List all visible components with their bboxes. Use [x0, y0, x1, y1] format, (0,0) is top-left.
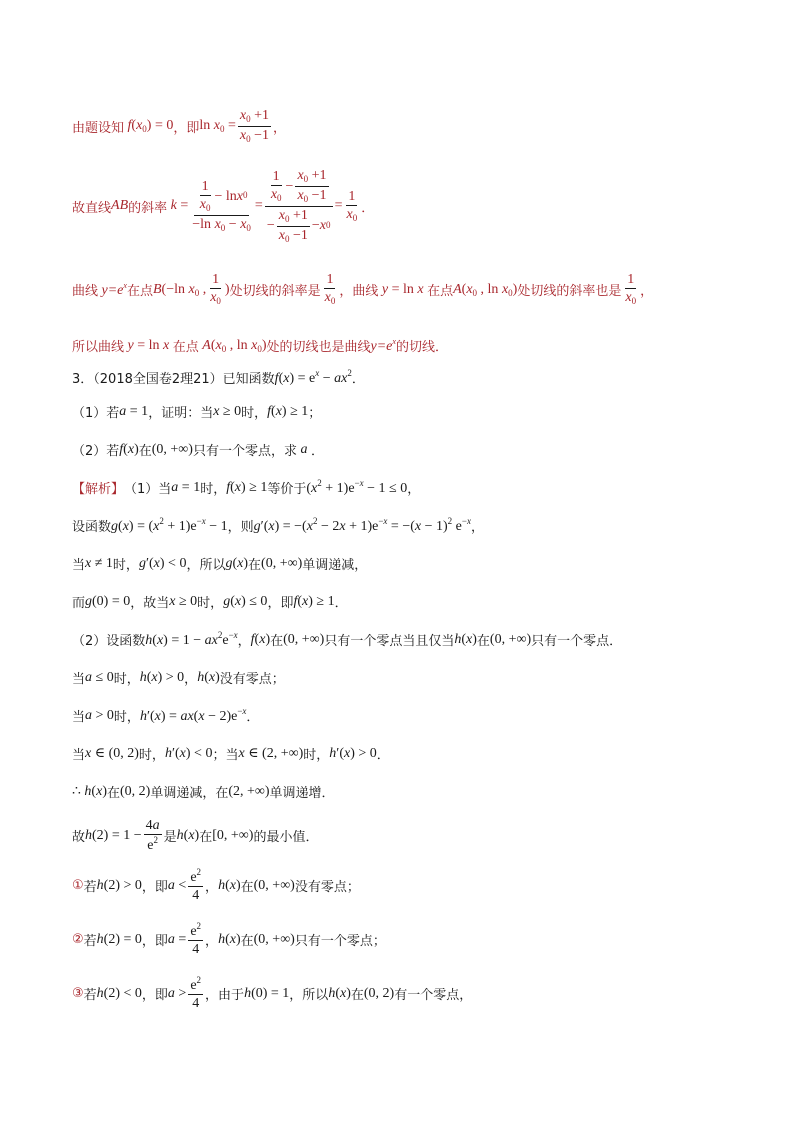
- math: (0, +∞): [253, 877, 295, 893]
- math: =: [254, 198, 263, 214]
- text: 时，: [303, 748, 330, 763]
- text: ，: [237, 634, 251, 649]
- math: h(2) = 0: [96, 931, 142, 947]
- text: 单调递减，: [302, 558, 368, 573]
- solution-9: [72, 782, 335, 801]
- math: f(x) ≥ 1: [293, 593, 335, 609]
- text: 在点: [172, 340, 199, 355]
- math: h(x): [197, 669, 220, 685]
- math: h′(x) > 0: [329, 745, 377, 761]
- math: y = ln x: [381, 281, 424, 297]
- text: 处切线的斜率也是: [517, 284, 622, 300]
- text: ．: [310, 444, 324, 459]
- text: ，: [273, 120, 287, 136]
- text: y=e: [101, 282, 124, 298]
- math: (0, +∞): [261, 555, 303, 571]
- math: B(−ln $x_0$ ,: [152, 281, 207, 298]
- text: ；: [308, 406, 322, 421]
- text: 当: [72, 748, 86, 763]
- text: ，故当: [130, 596, 170, 611]
- fraction: $\frac{1}{x_0}$ − ln x 0 −ln $x_0 - x_0$: [192, 178, 251, 233]
- text: 而: [72, 596, 86, 611]
- math: h(2) = 1 −: [85, 827, 142, 843]
- text: 时，: [197, 596, 224, 611]
- math: f(x): [119, 441, 139, 457]
- text: ，则: [227, 520, 254, 535]
- solution-8: [72, 744, 390, 763]
- text: 在: [138, 444, 152, 459]
- math: a > 0: [85, 707, 114, 723]
- text: 在: [240, 880, 254, 896]
- math: g(x) ≤ 0: [223, 593, 268, 609]
- text: 的最小值．: [253, 830, 319, 846]
- math: g(0) = 0: [85, 593, 131, 609]
- problem-header: [72, 368, 365, 387]
- text: 在: [476, 634, 490, 649]
- text: ，即: [141, 880, 168, 896]
- math: h′(x) < 0: [164, 745, 213, 761]
- case-1: [72, 868, 360, 904]
- text: 只有一个零点当且仅当: [324, 634, 455, 649]
- math: f(x): [250, 631, 271, 647]
- math: a <: [167, 877, 187, 893]
- text: 等价于: [267, 482, 307, 497]
- fraction: $\frac{1}{x_0}$ − $\frac{x_0 +1}{x_0 -1}$ − $\frac{x_0 +1}{x_0 -1}$ − x 0: [265, 168, 333, 245]
- math: $y=e^x$: [370, 336, 396, 354]
- text: ，: [407, 482, 421, 497]
- text: 在: [240, 934, 254, 950]
- text: （1）当: [124, 482, 172, 497]
- text: ①: [72, 878, 84, 894]
- text: 在: [199, 830, 213, 846]
- solution-5: [72, 630, 622, 649]
- text: （2）设函数: [72, 634, 146, 649]
- text: AB: [111, 198, 129, 214]
- math: ): [224, 281, 230, 297]
- text: ；当: [212, 748, 239, 763]
- math: f(x) ≥ 1: [267, 403, 309, 419]
- solution-3: [72, 554, 367, 573]
- conclusion-line: [72, 336, 448, 355]
- math: x ∈ (0, 2): [85, 746, 139, 761]
- text: 是: [163, 830, 177, 846]
- fraction: $\frac{e^2}{4}$: [190, 975, 202, 1012]
- solution-1: [72, 478, 420, 497]
- math: a: [296, 441, 311, 457]
- text: 时，: [138, 748, 165, 763]
- text: 单调递增．: [269, 786, 335, 801]
- text: 3．（2018全国卷2理21）已知函数: [72, 372, 275, 387]
- text: 时，: [113, 710, 140, 725]
- text: ，: [205, 934, 219, 950]
- math: h(2) < 0: [96, 985, 142, 1001]
- math: (0, +∞): [253, 931, 295, 947]
- text: 故直线: [72, 200, 112, 216]
- text: 在点: [126, 284, 153, 300]
- fraction: $\frac{1}{x_0}$: [210, 272, 221, 307]
- text: ，: [205, 880, 219, 896]
- math: (0, 2): [363, 985, 395, 1001]
- math: h(x): [176, 827, 200, 843]
- text: 处切线的斜率是: [229, 284, 321, 300]
- text: 当: [72, 710, 86, 725]
- text: 若: [83, 934, 97, 950]
- text: 所以曲线: [72, 340, 125, 355]
- math: y = ln x: [127, 337, 170, 353]
- math: $A(x_0$ , $\ln x_0$): [202, 337, 267, 354]
- text: 当: [72, 672, 86, 687]
- text: ，所以: [186, 558, 226, 573]
- text: ，曲线: [339, 284, 379, 300]
- math: ∴ h(x): [72, 784, 107, 799]
- fraction: $\frac{e^2}{4}$: [190, 921, 202, 958]
- text: 时，: [113, 672, 140, 687]
- text: ，由于: [205, 988, 245, 1004]
- text: 有一个零点，: [394, 988, 473, 1004]
- text: （1）若: [72, 406, 120, 421]
- math: a =: [167, 931, 187, 947]
- fraction: $\frac{4a}{e^2}$: [145, 818, 160, 854]
- text: 在: [270, 634, 284, 649]
- text: ．: [334, 596, 348, 611]
- part-2: [72, 440, 324, 459]
- solution-4: [72, 592, 348, 611]
- math: $\ln x_0$ =: [199, 118, 236, 135]
- text: 由题设知: [72, 120, 125, 136]
- math: h(x): [218, 931, 241, 947]
- text: 单调递减，在: [150, 786, 229, 801]
- text: ．: [361, 200, 375, 216]
- math: h(x): [218, 877, 241, 893]
- text: 的斜率: [128, 200, 168, 216]
- math: $(x^2 + 1)e^{-x} - 1 \le 0$: [306, 478, 408, 496]
- solution-10: [72, 818, 318, 854]
- math: $g(x) = (x^2 + 1)e^{-x} - 1$: [111, 516, 228, 534]
- math: h(0) = 1: [244, 985, 290, 1001]
- text: ．: [376, 748, 390, 763]
- text: 处的切线也是曲线: [266, 340, 371, 355]
- math: $f(x_0) = 0$: [127, 118, 174, 135]
- math: g(x): [225, 555, 249, 571]
- math: a = 1: [119, 403, 149, 419]
- fraction: $\frac{1}{x_0}$: [346, 188, 358, 224]
- math: a ≤ 0: [85, 669, 114, 685]
- text: 在: [248, 558, 262, 573]
- text: ③: [72, 986, 84, 1002]
- text: 时，: [200, 482, 227, 497]
- fraction: $\frac{x_0 +1}{x_0 -1}$: [239, 108, 270, 144]
- math: a >: [167, 985, 187, 1001]
- math: g′(x) < 0: [138, 555, 187, 571]
- text: ②: [72, 932, 84, 948]
- solution-6: [72, 668, 285, 687]
- text: 若: [83, 880, 97, 896]
- math: $h'(x) = ax(x - 2)e^{-x}$: [139, 706, 247, 724]
- math: $A(x_0$ , $\ln x_0$): [453, 281, 518, 298]
- math: x ∈ (2, +∞): [238, 746, 304, 761]
- math: $f(x) = e^x - ax^2$: [274, 368, 352, 386]
- text: 若: [83, 988, 97, 1004]
- math: [0, +∞): [212, 827, 254, 843]
- text: 的切线．: [395, 340, 448, 355]
- text: ，: [640, 284, 654, 300]
- math: h(x): [328, 985, 351, 1001]
- slope-line: [72, 168, 374, 245]
- text: 故: [72, 830, 86, 846]
- text: ，所以: [289, 988, 329, 1004]
- intro-line: [72, 108, 286, 145]
- text: ，: [470, 520, 484, 535]
- text: ．: [246, 710, 260, 725]
- case-2: [72, 922, 386, 958]
- math: (0, +∞): [489, 631, 532, 647]
- text: 只有一个零点；: [294, 934, 386, 950]
- text: 当: [72, 558, 86, 573]
- text: 只有一个零点．: [531, 634, 623, 649]
- math: h(x) > 0: [139, 669, 185, 685]
- math: f(x) ≥ 1: [226, 479, 268, 495]
- fraction: $\frac{e^2}{4}$: [190, 867, 202, 904]
- text: ，即: [141, 934, 168, 950]
- math: h(x): [454, 631, 477, 647]
- text: 没有零点；: [219, 672, 285, 687]
- math: k =: [170, 198, 189, 214]
- part-1: [72, 402, 321, 421]
- text: y=e: [370, 338, 393, 354]
- text: 曲线: [72, 284, 99, 300]
- fraction: $\frac{1}{x_0}$: [625, 272, 637, 307]
- math: $h(x) = 1 - ax^2e^{-x}$: [145, 630, 238, 648]
- math: x ≥ 0: [213, 403, 242, 419]
- text: 在: [106, 786, 120, 801]
- math: =: [334, 198, 343, 214]
- math: (0, 2): [120, 783, 151, 799]
- solution-7: [72, 706, 259, 725]
- fraction: $\frac{1}{x_0}$: [324, 272, 336, 307]
- text: 【解析】: [72, 482, 125, 497]
- text: （2）若: [72, 444, 120, 459]
- math: x ≥ 0: [169, 593, 198, 609]
- text: 在点: [427, 284, 454, 300]
- text: ，: [184, 672, 198, 687]
- text: 在: [350, 988, 364, 1004]
- math: $g'(x) = -(x^2 - 2x + 1)e^{-x} = -(x - 1)^2$ $e^{-x}$: [253, 516, 471, 534]
- text: 设函数: [72, 520, 112, 535]
- math: (2, +∞): [228, 783, 270, 799]
- math: a = 1: [171, 479, 201, 495]
- text: ．: [351, 372, 365, 387]
- text: ，即: [141, 988, 168, 1004]
- text: ，即: [267, 596, 294, 611]
- math: $y=e^x$: [101, 280, 127, 298]
- case-3: [72, 976, 472, 1012]
- math: x ≠ 1: [85, 555, 113, 571]
- solution-2: [72, 516, 484, 535]
- text: 只有一个零点，求: [192, 444, 297, 459]
- text: ，即: [173, 120, 200, 136]
- curve-line: [72, 272, 653, 307]
- text: 时，: [241, 406, 268, 421]
- math: (0, +∞): [283, 631, 325, 647]
- math: (0, +∞): [151, 441, 193, 457]
- text: ，证明：当: [148, 406, 214, 421]
- text: 没有零点；: [294, 880, 360, 896]
- math: h(2) > 0: [96, 877, 142, 893]
- text: 时，: [112, 558, 139, 573]
